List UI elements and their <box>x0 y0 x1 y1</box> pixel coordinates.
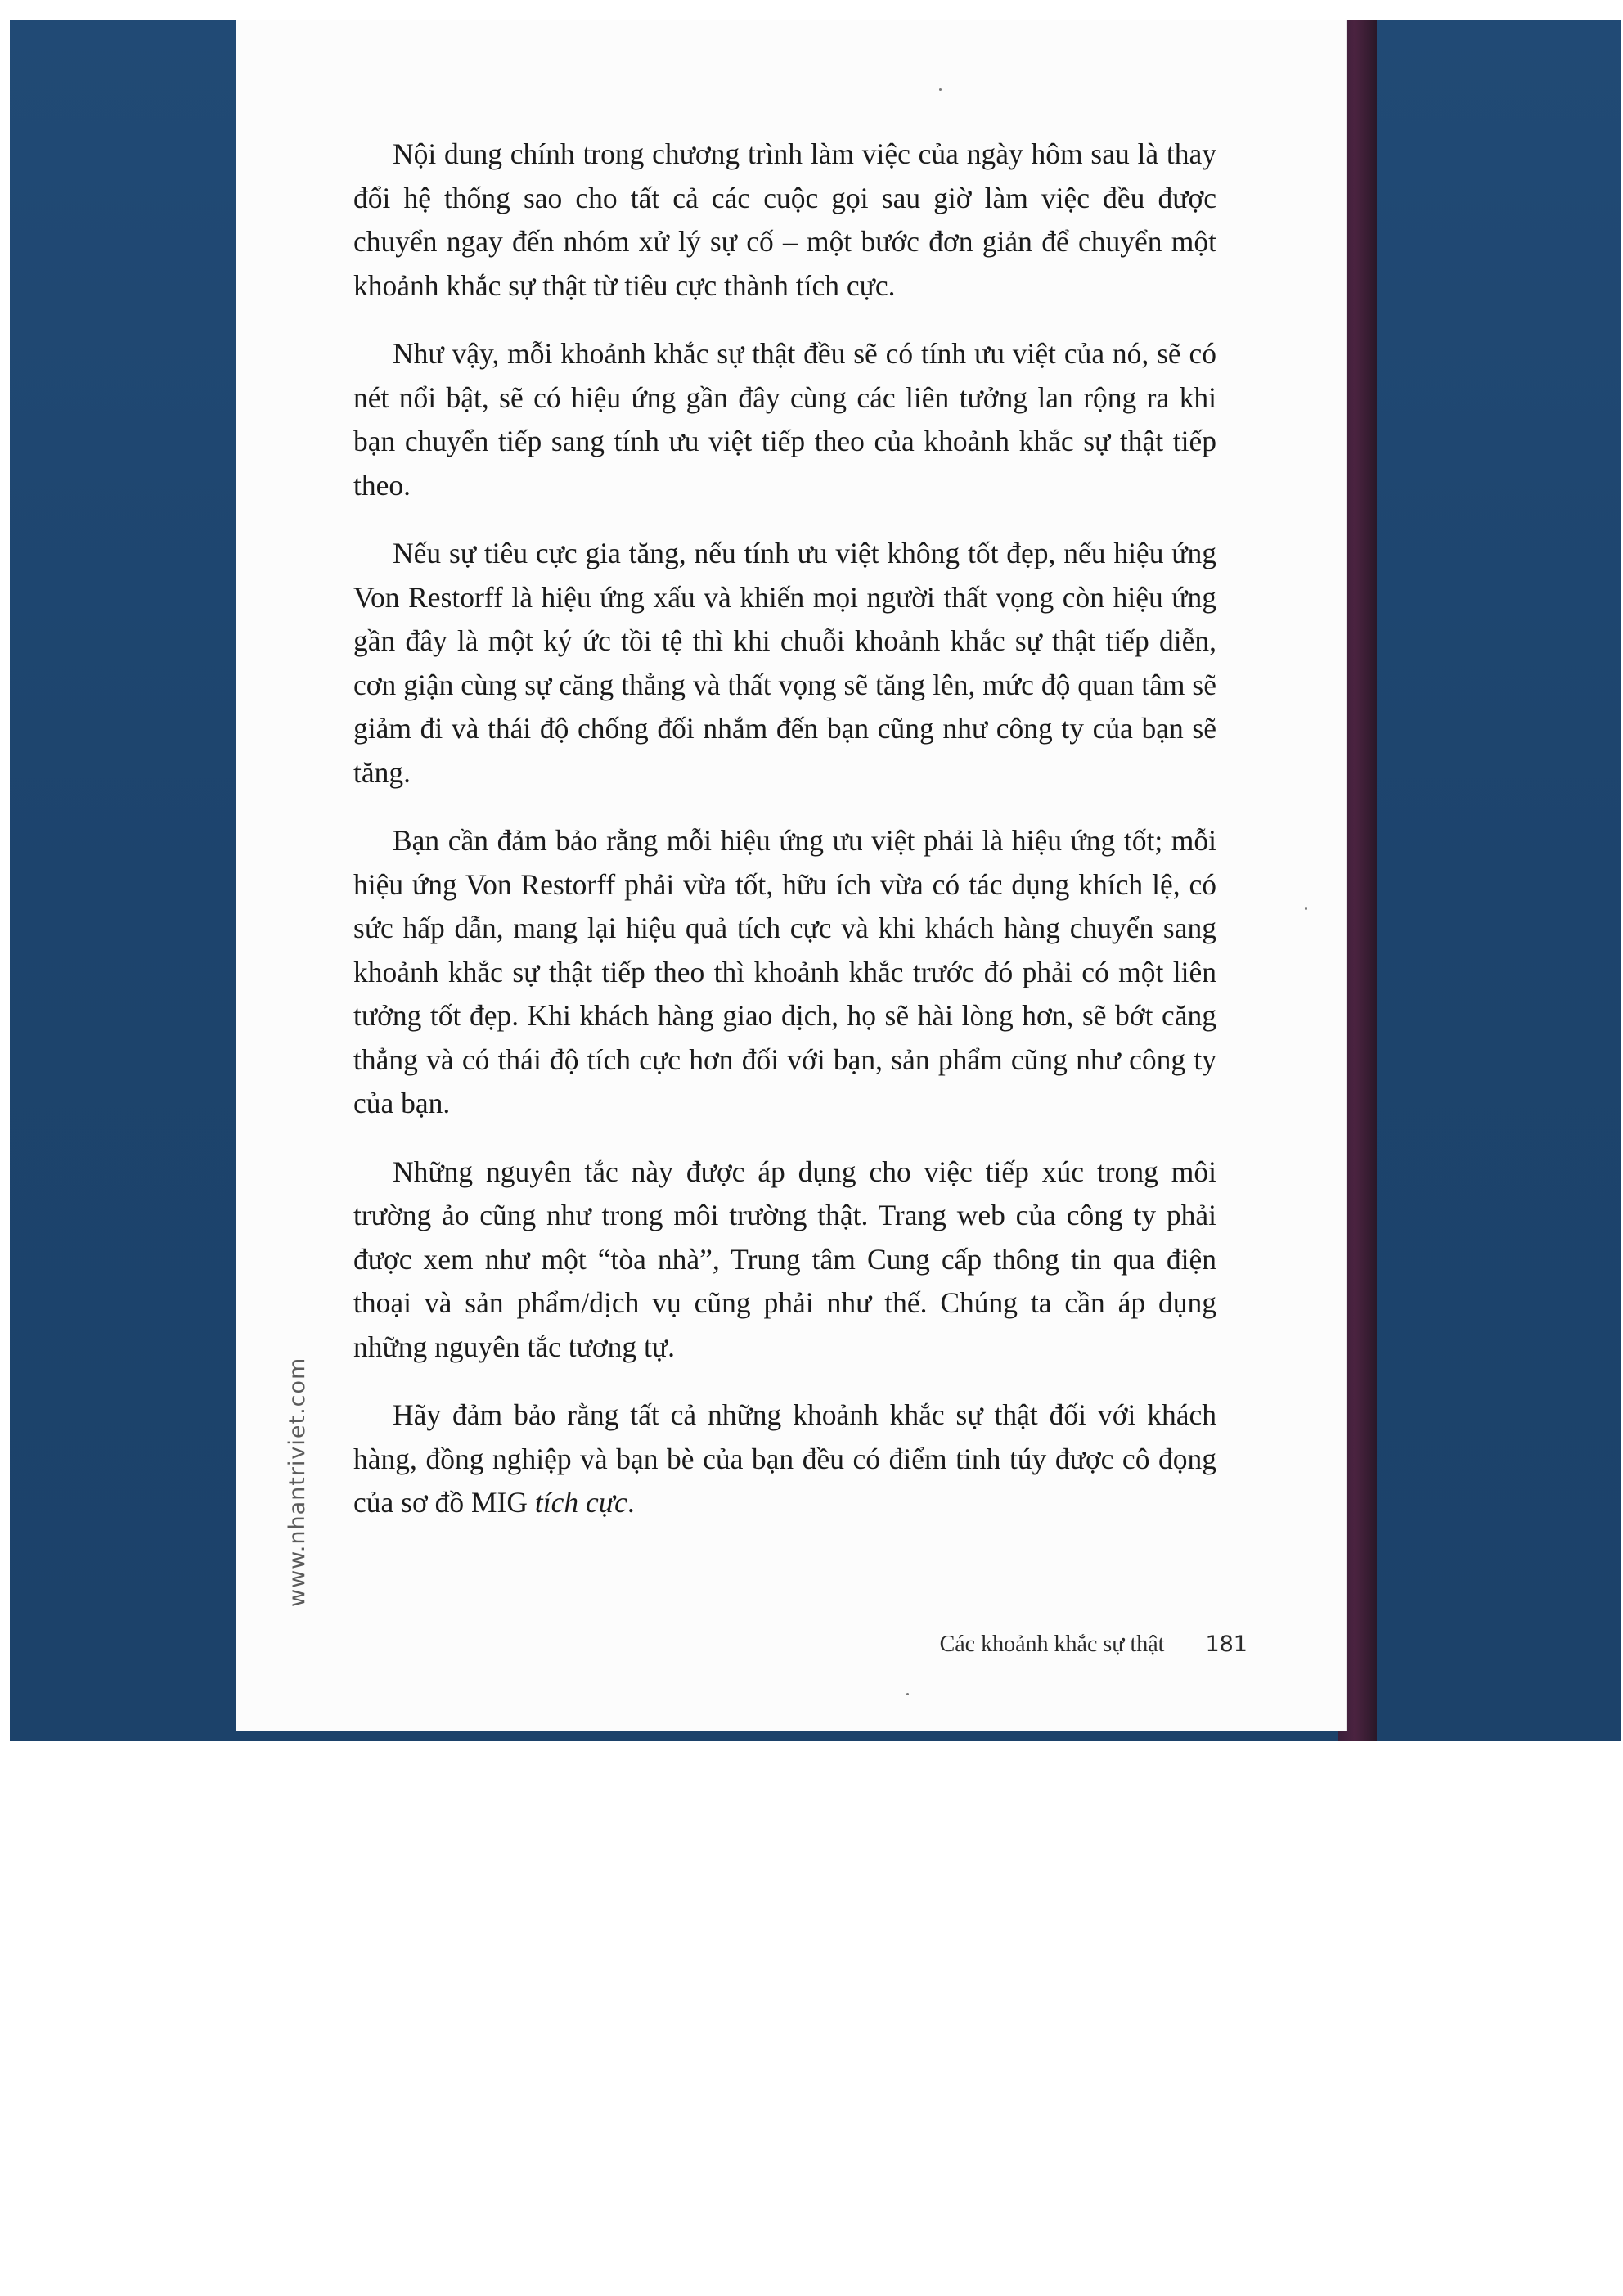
page-footer <box>940 1632 1248 1658</box>
paragraph-6-end: . <box>627 1486 635 1519</box>
scan-speck <box>906 1693 909 1695</box>
running-head: Các khoảnh khắc sự thật <box>939 1632 1165 1657</box>
paragraph-6-emphasis: tích cực <box>534 1486 627 1519</box>
scan-speck <box>939 88 942 91</box>
paragraph-2: Như vậy, mỗi khoảnh khắc sự thật đều sẽ có tính ưu việt của nó, sẽ có nét nổi bật, sẽ có hiệu ứng gần đây cùng các liên tưởng lan rộng ra khi bạn chuyển tiếp sang tính ưu việt tiếp theo của khoảnh khắc sự thật tiếp theo. <box>353 337 1216 502</box>
paragraph-5: Những nguyên tắc này được áp dụng cho việc tiếp xúc trong môi trường ảo cũng như trong môi trường thật. Trang web của công ty phải được xem như một “tòa nhà”, Trung tâm Cung cấp thông tin qua điện thoại và sản phẩm/dịch vụ cũng phải như thế. Chúng ta cần áp dụng những nguyên tắc tương tự. <box>353 1155 1216 1363</box>
scan-speck <box>1305 907 1307 910</box>
paragraph-3: Nếu sự tiêu cực gia tăng, nếu tính ưu việt không tốt đẹp, nếu hiệu ứng Von Restorff là hiệu ứng xấu và khiến mọi người thất vọng còn hiệu ứng gần đây là một ký ức tồi tệ thì khi chuỗi khoảnh khắc sự thật tiếp diễn, cơn giận cùng sự căng thẳng và thất vọng sẽ tăng lên, mức độ quan tâm sẽ giảm đi và thái độ chống đối nhắm đến bạn cũng như công ty của bạn sẽ tăng. <box>353 537 1216 789</box>
book-page <box>236 20 1346 1731</box>
website-watermark: www.nhantriviet.com <box>285 1357 310 1607</box>
paragraph-1: Nội dung chính trong chương trình làm việc của ngày hôm sau là thay đổi hệ thống sao cho tất cả các cuộc gọi sau giờ làm việc đều được chuyển ngay đến nhóm xử lý sự cố – một bước đơn giản để chuyển một khoảnh khắc sự thật từ tiêu cực thành tích cực. <box>353 137 1216 302</box>
paragraph-6-text: Hãy đảm bảo rằng tất cả những khoảnh khắc sự thật đối với khách hàng, đồng nghiệp và bạn bè của bạn đều có điểm tinh túy được cô đọng của sơ đồ MIG <box>353 1398 1216 1519</box>
body-text <box>353 133 1216 1550</box>
paragraph-6 <box>353 1393 1216 1525</box>
page-number: 181 <box>1205 1632 1248 1657</box>
paragraph-4: Bạn cần đảm bảo rằng mỗi hiệu ứng ưu việt phải là hiệu ứng tốt; mỗi hiệu ứng Von Restorff phải vừa tốt, hữu ích vừa có tác dụng khích lệ, có sức hấp dẫn, mang lại hiệu quả tích cực và khi khách hàng chuyển sang khoảnh khắc sự thật tiếp theo thì khoảnh khắc trước đó phải có một liên tưởng tốt đẹp. Khi khách hàng giao dịch, họ sẽ hài lòng hơn, sẽ bớt căng thẳng và có thái độ tích cực hơn đối với bạn, sản phẩm cũng như công ty của bạn. <box>353 824 1216 1119</box>
